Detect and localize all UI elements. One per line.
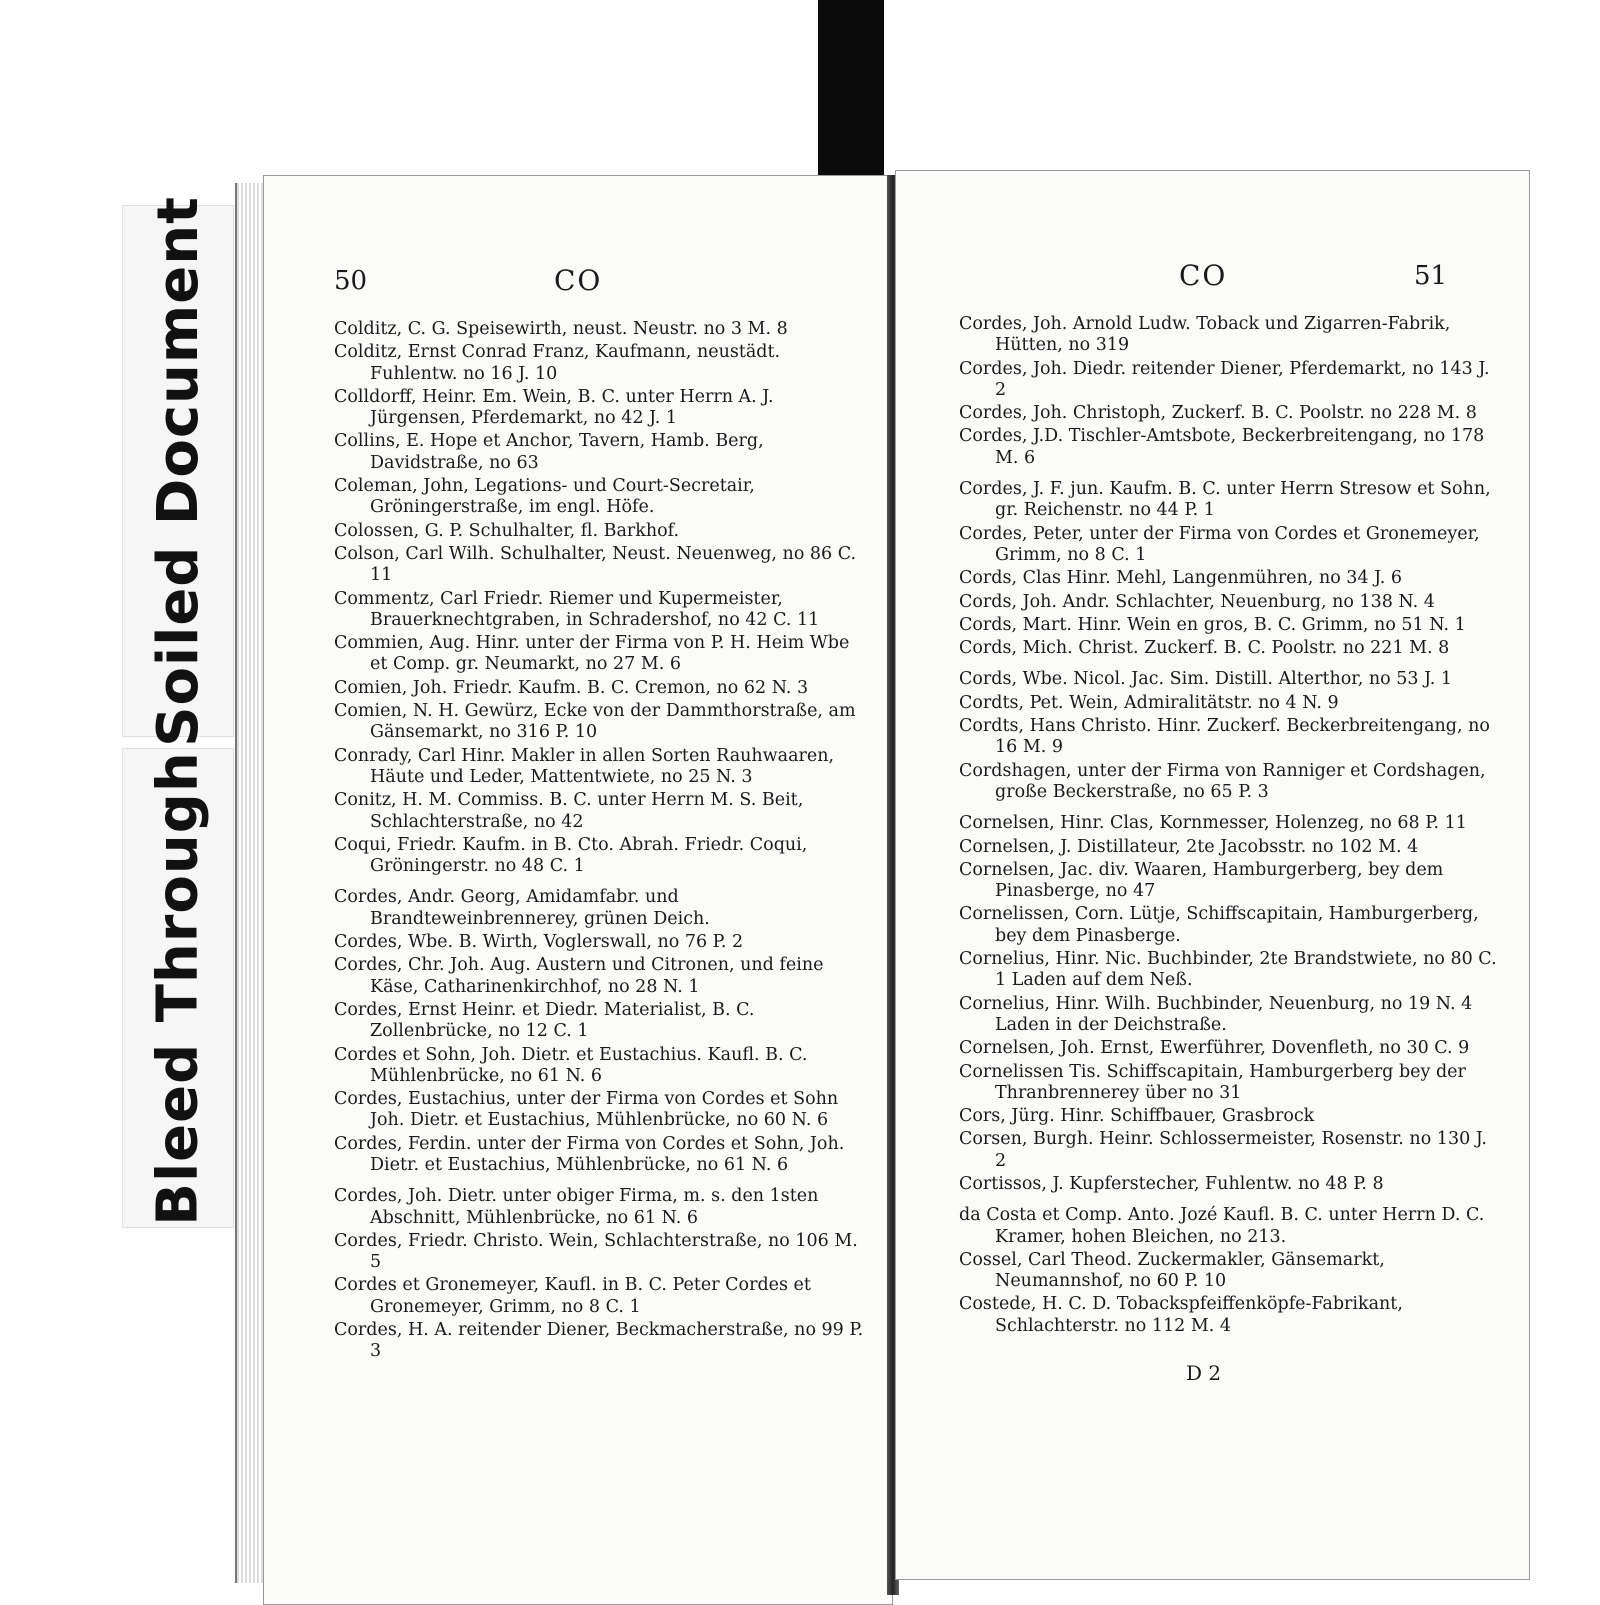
page-number-right: 51 (1414, 261, 1448, 291)
directory-entry: Cordes, H. A. reitender Diener, Beckmacherstraße, no 99 P. 3 (334, 1320, 864, 1362)
directory-entry: Colditz, Ernst Conrad Franz, Kaufmann, neustädt. Fuhlentw. no 16 J. 10 (334, 342, 781, 384)
directory-entry: Cordes, J.D. Tischler-Amtsbote, Beckerbreitengang, no 178 M. 6 (959, 426, 1485, 468)
directory-entry: Cornelsen, Joh. Ernst, Ewerführer, Dovenfleth, no 30 C. 9 (959, 1038, 1470, 1059)
directory-entry: da Costa et Comp. Anto. Jozé Kaufl. B. C. unter Herrn D. C. Kramer, hohen Bleichen, no 213. (959, 1205, 1485, 1247)
directory-entry: Cordes, Ernst Heinr. et Diedr. Materialist, B. C. Zollenbrücke, no 12 C. 1 (334, 999, 755, 1042)
directory-entry: Cordts, Hans Christo. Hinr. Zuckerf. Beckerbreitengang, no 16 M. 9 (959, 716, 1490, 758)
directory-entry: Cornelissen Tis. Schiffscapitain, Hamburgerberg bey der Thranbrennerey über no 31 (959, 1061, 1466, 1103)
directory-entry: Cords, Mart. Hinr. Wein en gros, B. C. Grimm, no 51 N. 1 (959, 614, 1466, 635)
directory-entry: Cornelsen, J. Distillateur, 2te Jacobsstr. no 102 M. 4 (959, 836, 1419, 857)
directory-entry: Comien, Joh. Friedr. Kaufm. B. C. Cremon, no 62 N. 3 (334, 677, 809, 698)
directory-entry: Cornelissen, Corn. Lütje, Schiffscapitain, Hamburgerberg, bey dem Pinasberge. (959, 904, 1479, 946)
page-header-right: CO (1179, 259, 1228, 292)
directory-entry: Colson, Carl Wilh. Schulhalter, Neust. Neuenweg, no 86 C. 11 (334, 543, 857, 586)
directory-entry: Cordes, Friedr. Christo. Wein, Schlachterstraße, no 106 M. 5 (334, 1230, 858, 1273)
directory-entry: Cords, Mich. Christ. Zuckerf. B. C. Poolstr. no 221 M. 8 (959, 638, 1450, 659)
bookmark-ribbon-top (818, 0, 884, 190)
directory-entry: Cornelius, Hinr. Wilh. Buchbinder, Neuenburg, no 19 N. 4 Laden in der Deichstraße. (959, 993, 1473, 1035)
directory-entry: Cordes, Joh. Diedr. reitender Diener, Pferdemarkt, no 143 J. 2 (959, 358, 1490, 400)
directory-entry: Cornelius, Hinr. Nic. Buchbinder, 2te Brandstwiete, no 80 C. 1 Laden auf dem Neß. (959, 949, 1497, 991)
directory-entry: Coleman, John, Legations- und Court-Secretair, Gröningerstraße, im engl. Höfe. (334, 476, 755, 518)
bleed-through-text: Bleed Through (145, 750, 211, 1226)
directory-entry: Coqui, Friedr. Kaufm. in B. Cto. Abrah. Friedr. Coqui, Gröningerstr. no 48 C. 1 (334, 834, 808, 877)
directory-entry: Comien, N. H. Gewürz, Ecke von der Dammthorstraße, am Gänsemarkt, no 316 P. 10 (334, 701, 856, 743)
directory-entry: Cords, Wbe. Nicol. Jac. Sim. Distill. Alterthor, no 53 J. 1 (959, 669, 1452, 690)
directory-entry: Cordes, Eustachius, unter der Firma von Cordes et Sohn Joh. Dietr. et Eustachius, Mühlenbrücke, no 60 N. 6 (334, 1089, 839, 1131)
page-number-left: 50 (334, 266, 368, 296)
directory-entry: Cordes, Andr. Georg, Amidamfabr. und Brandteweinbrennerey, grünen Deich. (334, 887, 710, 929)
directory-entry: Cortissos, J. Kupferstecher, Fuhlentw. no 48 P. 8 (959, 1173, 1384, 1194)
open-book (235, 165, 1533, 1595)
directory-entry: Cordts, Pet. Wein, Admiralitätstr. no 4 N. 9 (959, 692, 1339, 713)
directory-entry: Cors, Jürg. Hinr. Schiffbauer, Grasbrock (959, 1106, 1315, 1127)
directory-entry: Cordes et Gronemeyer, Kaufl. in B. C. Peter Cordes et Gronemeyer, Grimm, no 8 C. 1 (334, 1275, 811, 1317)
directory-entry: Cornelsen, Jac. div. Waaren, Hamburgerberg, bey dem Pinasberge, no 47 (959, 859, 1444, 902)
directory-entry: Conitz, H. M. Commiss. B. C. unter Herrn M. S. Beit, Schlachterstraße, no 42 (334, 790, 804, 832)
directory-entry: Cordes, Joh. Christoph, Zuckerf. B. C. Poolstr. no 228 M. 8 (959, 403, 1477, 424)
bleed-through-label (122, 748, 234, 1228)
directory-entry: Costede, H. C. D. Tobackspfeiffenköpfe-Fabrikant, Schlachterstr. no 112 M. 4 (959, 1294, 1403, 1336)
soiled-document-label (122, 195, 234, 747)
directory-entry: Cossel, Carl Theod. Zuckermakler, Gänsemarkt, Neumannshof, no 60 P. 10 (959, 1249, 1385, 1292)
directory-entry: Corsen, Burgh. Heinr. Schlossermeister, Rosenstr. no 130 J. 2 (959, 1129, 1487, 1171)
directory-entry: Cordes, Chr. Joh. Aug. Austern und Citronen, und feine Käse, Catharinenkirchhof, no 28 N. 1 (334, 955, 824, 997)
directory-entry: Cordes, Joh. Dietr. unter obiger Firma, m. s. den 1sten Abschnitt, Mühlenbrücke, no 61 N. 6 (334, 1186, 819, 1228)
entry-list-left (334, 319, 864, 1365)
directory-entry: Cordes, J. F. jun. Kaufm. B. C. unter Herrn Stresow et Sohn, gr. Reichenstr. no 44 P. 1 (959, 479, 1491, 521)
directory-entry: Cornelsen, Hinr. Clas, Kornmesser, Holenzeg, no 68 P. 11 (959, 813, 1467, 834)
directory-entry: Conrady, Carl Hinr. Makler in allen Sorten Rauhwaaren, Häute und Leder, Mattentwiete, no 25 N. 3 (334, 745, 835, 787)
soiled-document-text: Soiled Document (145, 195, 211, 747)
directory-entry: Cords, Joh. Andr. Schlachter, Neuenburg, no 138 N. 4 (959, 591, 1435, 612)
directory-entry: Cordshagen, unter der Firma von Ranniger et Cordshagen, große Beckerstraße, no 65 P. 3 (959, 760, 1486, 802)
directory-entry: Cords, Clas Hinr. Mehl, Langenmühren, no 34 J. 6 (959, 568, 1403, 589)
left-page (263, 175, 893, 1605)
directory-entry: Commentz, Carl Friedr. Riemer und Kupermeister, Brauerknechtgraben, in Schradershof, no 42 C. 11 (334, 588, 820, 630)
directory-entry: Cordes, Joh. Arnold Ludw. Toback und Zigarren-Fabrik, Hütten, no 319 (959, 314, 1451, 356)
signature-mark: D 2 (1186, 1361, 1222, 1385)
directory-entry: Cordes, Wbe. B. Wirth, Voglerswall, no 76 P. 2 (334, 932, 744, 953)
directory-entry: Cordes et Sohn, Joh. Dietr. et Eustachius. Kaufl. B. C. Mühlenbrücke, no 61 N. 6 (334, 1044, 808, 1086)
directory-entry: Cordes, Ferdin. unter der Firma von Cordes et Sohn, Joh. Dietr. et Eustachius, Mühlenbrücke, no 61 N. 6 (334, 1133, 845, 1175)
directory-entry: Commien, Aug. Hinr. unter der Firma von P. H. Heim Wbe et Comp. gr. Neumarkt, no 27 M. 6 (334, 633, 850, 675)
directory-entry: Cordes, Peter, unter der Firma von Cordes et Gronemeyer, Grimm, no 8 C. 1 (959, 523, 1480, 565)
page-header-left: CO (554, 264, 603, 297)
right-page (895, 170, 1530, 1580)
directory-entry: Colossen, G. P. Schulhalter, fl. Barkhof. (334, 520, 680, 541)
directory-entry: Colditz, C. G. Speisewirth, neust. Neustr. no 3 M. 8 (334, 319, 788, 339)
directory-entry: Collins, E. Hope et Anchor, Tavern, Hamb. Berg, Davidstraße, no 63 (334, 431, 764, 473)
directory-entry: Colldorff, Heinr. Em. Wein, B. C. unter Herrn A. J. Jürgensen, Pferdemarkt, no 42 J. 1 (334, 386, 774, 429)
entry-list-right (959, 314, 1499, 1339)
